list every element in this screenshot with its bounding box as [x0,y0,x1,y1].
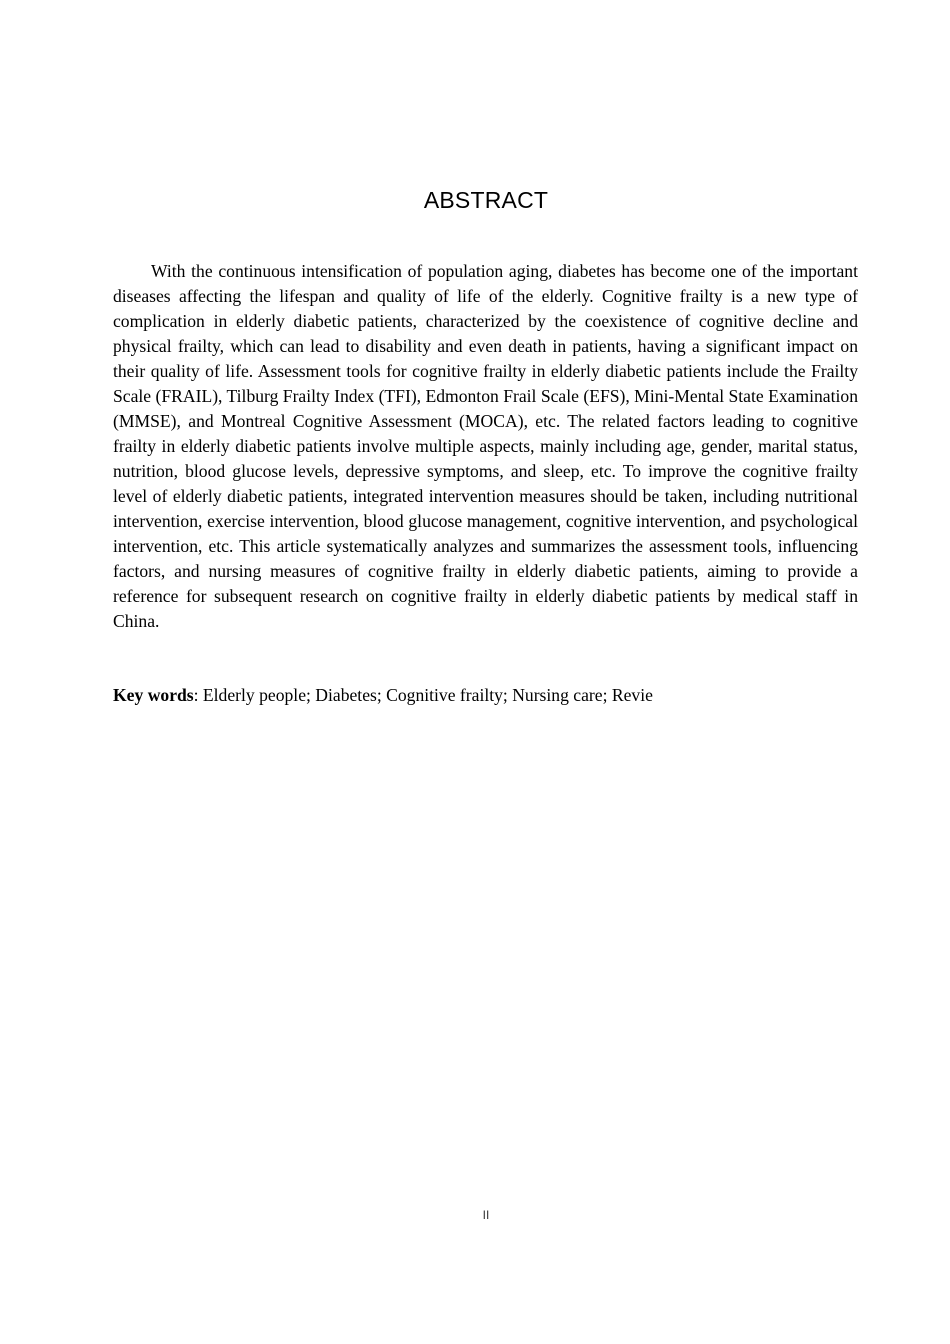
abstract-paragraph: With the continuous intensification of population aging, diabetes has become one of the important diseases affecting the lifespan and quality of life of the elderly. Cognitive frailty is a new type of complication in elderly diabetic patients, characterized by the coexistence of cognitive decline and physical frailty, which can lead to disability and even death in patients, having a significant impact on their quality of life. Assessment tools for cognitive frailty in elderly diabetic patients include the Frailty Scale (FRAIL), Tilburg Frailty Index (TFI), Edmonton Frail Scale (EFS), Mini-Mental State Examination (MMSE), and Montreal Cognitive Assessment (MOCA), etc. The related factors leading to cognitive frailty in elderly diabetic patients involve multiple aspects, mainly including age, gender, marital status, nutrition, blood glucose levels, depressive symptoms, and sleep, etc. To improve the cognitive frailty level of elderly diabetic patients, integrated intervention measures should be taken, including nutritional intervention, exercise intervention, blood glucose management, cognitive intervention, and psychological intervention, etc. This article systematically analyzes and summarizes the assessment tools, influencing factors, and nursing measures of cognitive frailty in elderly diabetic patients, aiming to provide a reference for subsequent research on cognitive frailty in elderly diabetic patients by medical staff in China. [113,261,858,631]
keywords-text: : Elderly people; Diabetes; Cognitive frailty; Nursing care; Revie [193,685,653,705]
keywords-label: Key words [113,685,194,705]
page-number: II [482,1208,490,1222]
abstract-heading: ABSTRACT [423,187,549,213]
keywords-line [113,683,858,708]
